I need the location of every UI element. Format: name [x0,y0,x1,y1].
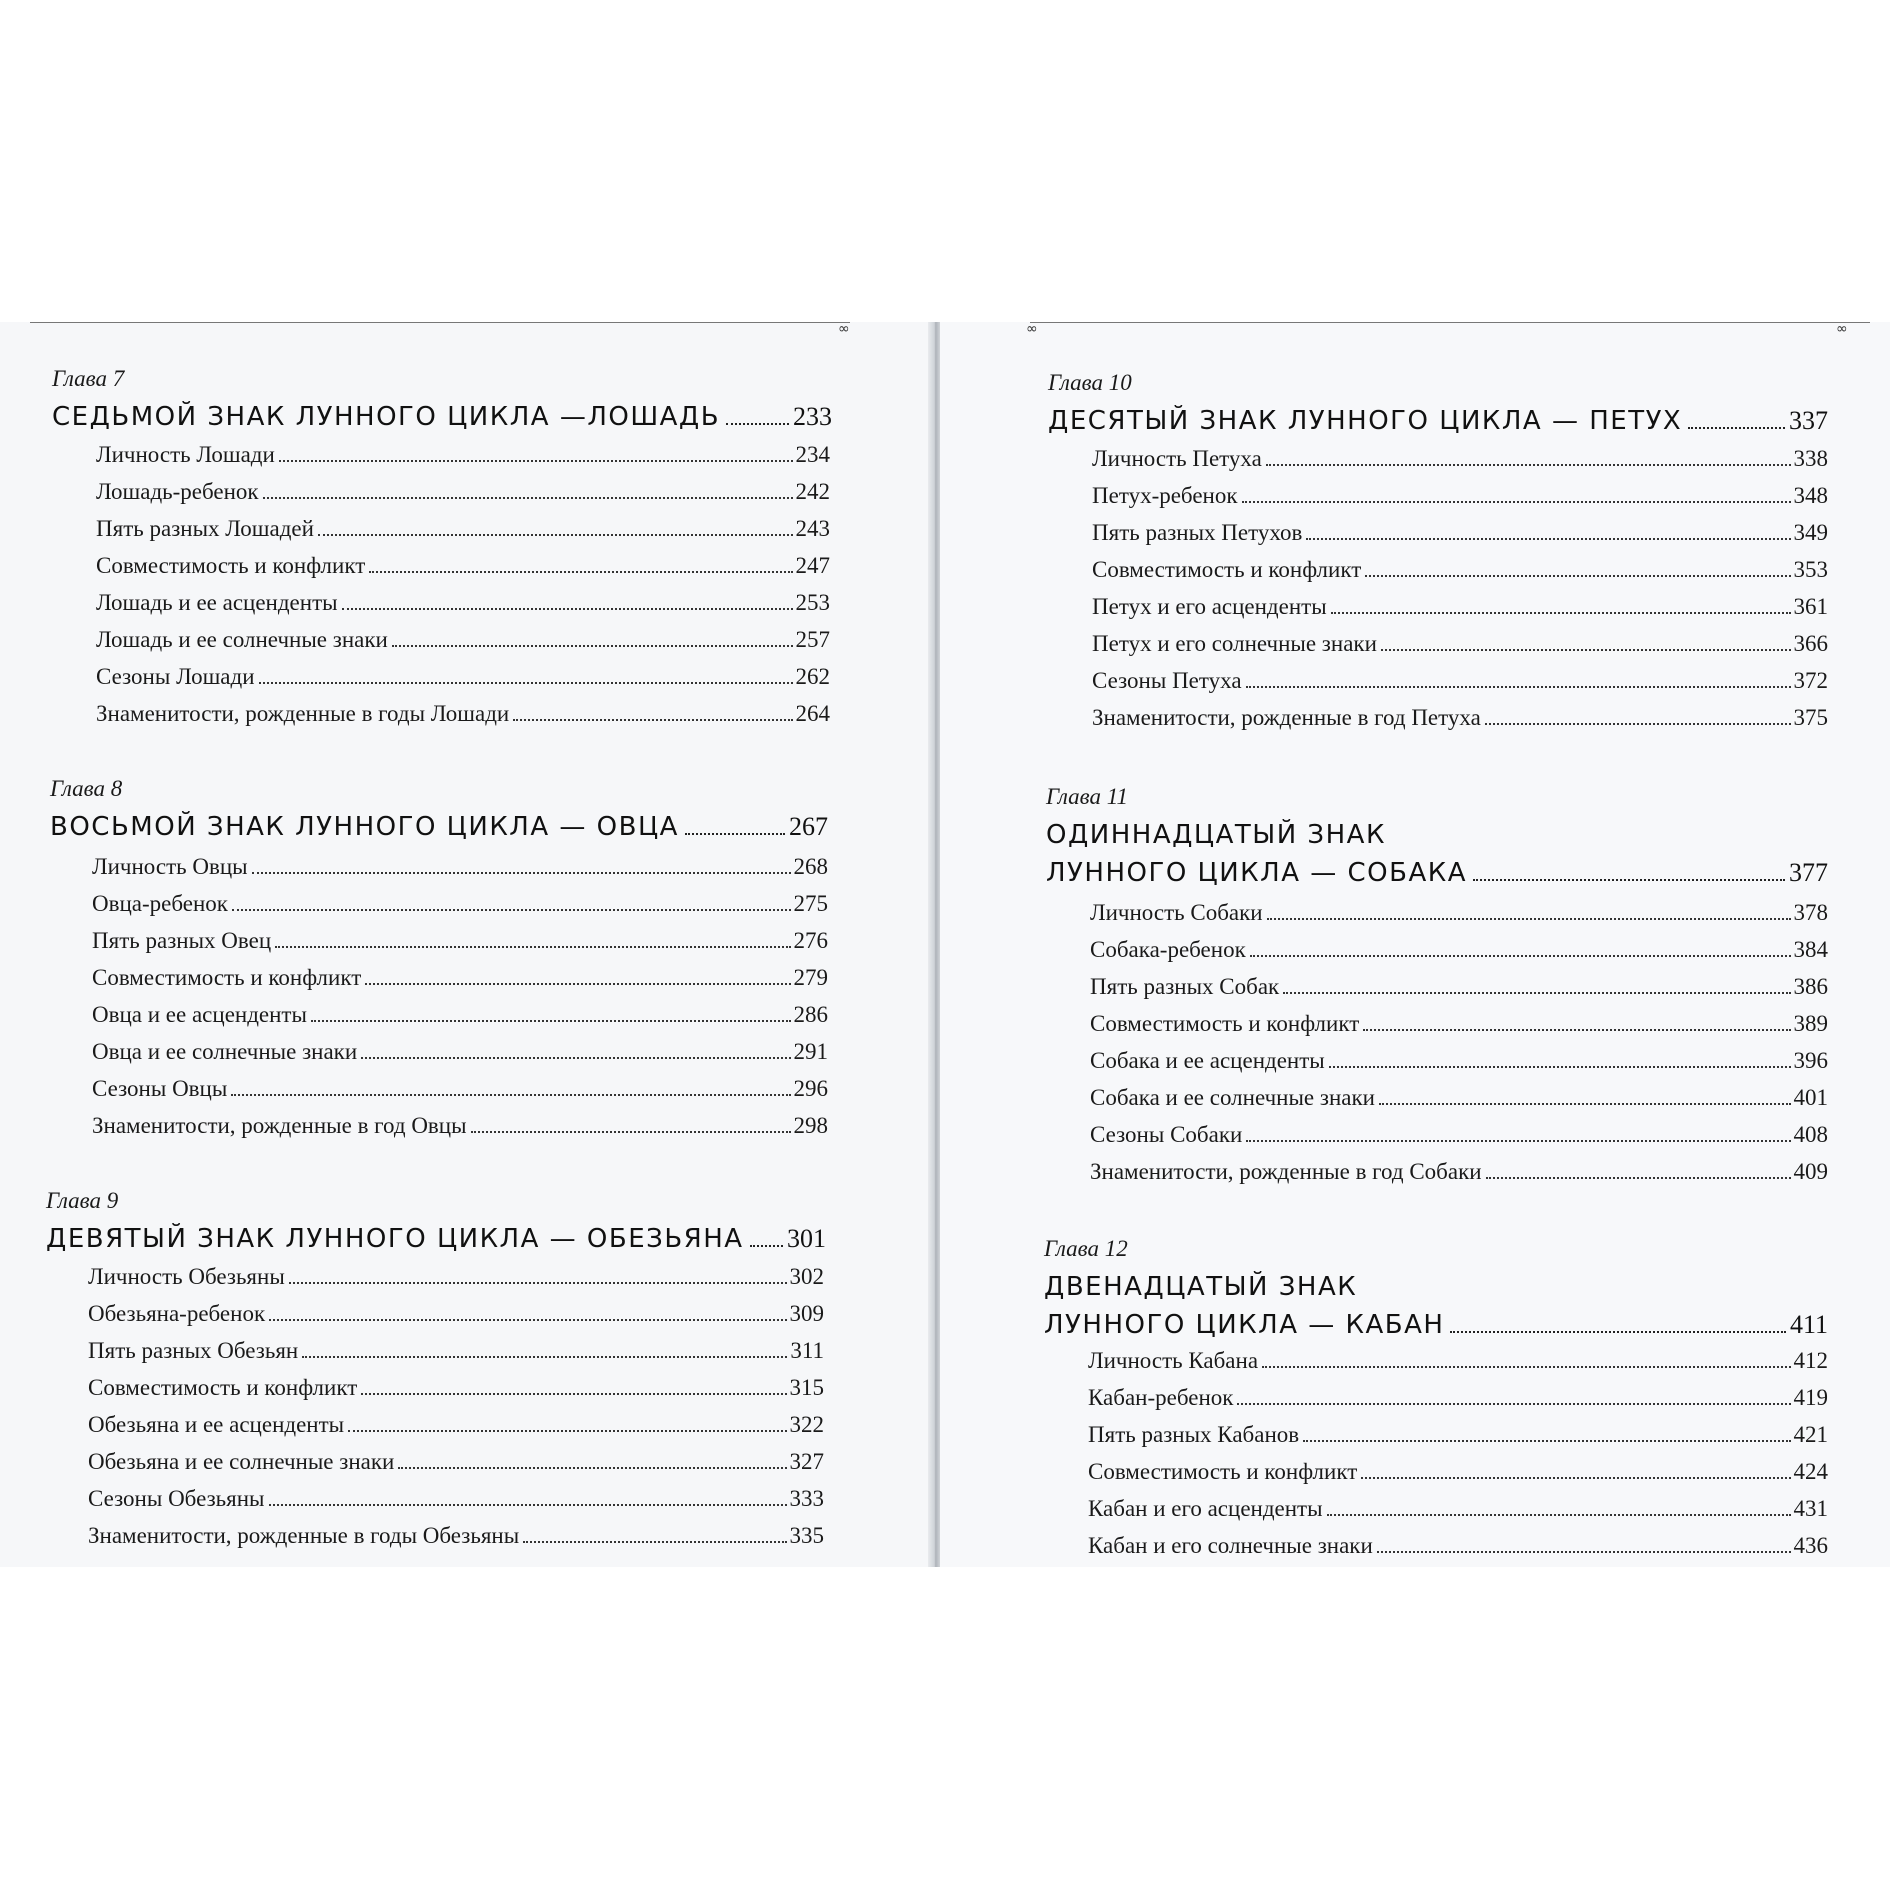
ornament-icon: ∞ [838,322,850,337]
dot-leader [1262,1366,1790,1368]
entry-text: Обезьяна-ребенок [88,1301,266,1326]
page-number: 247 [795,553,830,578]
page-number: 253 [795,590,830,615]
dot-leader [1303,1440,1790,1442]
top-rule [1030,322,1870,323]
toc-entry[interactable] [88,1523,824,1549]
page-number: 264 [795,701,830,726]
dot-leader [1242,501,1791,503]
page-number: 302 [789,1264,824,1289]
page-number: 411 [1789,1310,1828,1339]
page-number: 234 [795,442,830,467]
toc-entry[interactable] [92,1113,828,1139]
page-number: 279 [793,965,828,990]
dot-leader [269,1319,786,1321]
right-page [940,322,1890,1567]
toc-entry[interactable] [1088,1385,1828,1411]
dot-leader [1237,1403,1790,1405]
toc-entry[interactable] [88,1338,824,1364]
dot-leader [1485,723,1791,725]
entry-text: Совместимость и конфликт [1090,1011,1360,1036]
dot-leader [685,833,785,835]
dot-leader [750,1245,783,1247]
chapter-title-line1: ДВЕНАДЦАТЫЙ ЗНАК [1044,1272,1358,1302]
entry-text: Обезьяна и ее асценденты [88,1412,345,1437]
toc-entry[interactable] [96,701,830,727]
toc-entry[interactable] [1090,1085,1828,1111]
chapter-label: Глава 9 [46,1188,119,1213]
entry-text: Овца-ребенок [92,891,228,916]
page-number: 396 [1793,1048,1828,1073]
dot-leader [1377,1551,1791,1553]
entry-text: Овца и ее асценденты [92,1002,307,1027]
dot-leader [1283,992,1790,994]
toc-entry[interactable] [1090,974,1828,1000]
dot-leader [1250,955,1791,957]
entry-text: Сезоны Собаки [1090,1122,1243,1147]
page-number: 243 [795,516,830,541]
toc-entry[interactable] [88,1486,824,1512]
dot-leader [369,571,792,573]
dot-leader [523,1541,786,1543]
dot-leader [1688,427,1785,429]
toc-entry[interactable] [88,1375,824,1401]
dot-leader [263,497,793,499]
page-number: 424 [1793,1459,1828,1484]
dot-leader [232,909,791,911]
entry-text: Личность Петуха [1092,446,1262,471]
chapter-title-text: ЛУННОГО ЦИКЛА — КАБАН [1044,1310,1445,1340]
page-number: 309 [789,1301,824,1326]
dot-leader [1246,1140,1790,1142]
page-number: 378 [1793,900,1828,925]
toc-entry[interactable] [1090,900,1828,926]
entry-text: Кабан и его солнечные знаки [1088,1533,1373,1558]
toc-entry[interactable] [1088,1422,1828,1448]
toc-entry[interactable] [96,516,830,542]
page-number: 384 [1793,937,1828,962]
toc-entry[interactable] [1090,1011,1828,1037]
toc-entry[interactable] [96,590,830,616]
toc-entry[interactable] [96,627,830,653]
toc-entry[interactable] [1088,1533,1828,1559]
page-number: 311 [790,1338,824,1363]
entry-text: Пять разных Собак [1090,974,1280,999]
page-number: 421 [1793,1422,1828,1447]
chapter-title[interactable] [52,402,832,432]
dot-leader [342,608,793,610]
entry-text: Совместимость и конфликт [1088,1459,1358,1484]
page-number: 436 [1793,1533,1828,1558]
dot-leader [361,1393,786,1395]
dot-leader [348,1430,786,1432]
chapter-label: Глава 12 [1044,1236,1128,1261]
toc-entry[interactable] [88,1412,824,1438]
page-number: 375 [1793,705,1828,730]
page-number: 286 [793,1002,828,1027]
page-number: 337 [1789,406,1828,435]
chapter-title-text: ВОСЬМОЙ ЗНАК ЛУННОГО ЦИКЛА — ОВЦА [50,812,679,842]
page-number: 348 [1793,483,1828,508]
dot-leader [318,534,793,536]
dot-leader [513,719,792,721]
dot-leader [1306,538,1790,540]
toc-entry[interactable] [1090,937,1828,963]
entry-text: Сезоны Овцы [92,1076,228,1101]
entry-text: Кабан-ребенок [1088,1385,1234,1410]
entry-text: Личность Собаки [1090,900,1263,925]
toc-entry[interactable] [1088,1348,1828,1374]
top-rule [30,322,850,323]
page-number: 372 [1793,668,1828,693]
entry-text: Собака-ребенок [1090,937,1246,962]
toc-entry[interactable] [1092,557,1828,583]
entry-text: Совместимость и конфликт [92,965,362,990]
dot-leader [275,946,790,948]
dot-leader [1486,1177,1791,1179]
toc-entry[interactable] [92,928,828,954]
dot-leader [1450,1331,1786,1333]
toc-entry[interactable] [1092,668,1828,694]
dot-leader [1267,918,1791,920]
chapter-title-text: ДЕВЯТЫЙ ЗНАК ЛУННОГО ЦИКЛА — ОБЕЗЬЯНА [46,1224,744,1254]
toc-entry[interactable] [96,553,830,579]
page-number: 301 [787,1224,826,1253]
ornament-icon: ∞ [1836,322,1848,337]
chapter-label: Глава 8 [50,776,123,801]
chapter-title-line1: ОДИННАДЦАТЫЙ ЗНАК [1046,820,1386,850]
dot-leader [1381,649,1791,651]
entry-text: Личность Лошади [96,442,275,467]
toc-entry[interactable] [1092,446,1828,472]
entry-text: Знаменитости, рожденные в год Овцы [92,1113,467,1138]
dot-leader [252,872,791,874]
dot-leader [259,682,793,684]
chapter-title-text: ДЕСЯТЫЙ ЗНАК ЛУННОГО ЦИКЛА — ПЕТУХ [1048,406,1683,436]
entry-text: Сезоны Лошади [96,664,255,689]
page-number: 276 [793,928,828,953]
page-number: 409 [1793,1159,1828,1184]
toc-entry[interactable] [1092,520,1828,546]
page-number: 322 [789,1412,824,1437]
entry-text: Петух и его асценденты [1092,594,1327,619]
book-spread [0,322,1890,1567]
dot-leader [1329,1066,1791,1068]
page-number: 296 [793,1076,828,1101]
dot-leader [289,1282,787,1284]
dot-leader [279,460,793,462]
page-number: 408 [1793,1122,1828,1147]
dot-leader [1365,575,1790,577]
entry-text: Пять разных Обезьян [88,1338,299,1363]
page-number: 377 [1789,858,1828,887]
entry-text: Личность Овцы [92,854,248,879]
entry-text: Сезоны Петуха [1092,668,1242,693]
dot-leader [1363,1029,1790,1031]
dot-leader [1327,1514,1791,1516]
page-number: 353 [1793,557,1828,582]
dot-leader [392,645,793,647]
entry-text: Знаменитости, рожденные в год Собаки [1090,1159,1482,1184]
entry-text: Знаменитости, рожденные в год Петуха [1092,705,1481,730]
page-number: 401 [1793,1085,1828,1110]
entry-text: Совместимость и конфликт [88,1375,358,1400]
page-number: 233 [793,402,832,431]
entry-text: Кабан и его асценденты [1088,1496,1323,1521]
entry-text: Знаменитости, рожденные в годы Лошади [96,701,510,726]
chapter-title[interactable] [46,1224,826,1254]
page-number: 349 [1793,520,1828,545]
toc-entry[interactable] [1092,705,1828,731]
entry-text: Пять разных Петухов [1092,520,1303,545]
entry-text: Лошадь и ее солнечные знаки [96,627,388,652]
page-number: 366 [1793,631,1828,656]
toc-entry[interactable] [92,854,828,880]
toc-entry[interactable] [92,965,828,991]
toc-entry[interactable] [1092,631,1828,657]
chapter-title[interactable] [50,812,828,842]
ornament-icon: ∞ [1026,322,1038,337]
entry-text: Личность Кабана [1088,1348,1259,1373]
entry-text: Петух-ребенок [1092,483,1238,508]
chapter-label: Глава 7 [52,366,125,391]
dot-leader [1246,686,1791,688]
entry-text: Сезоны Обезьяны [88,1486,265,1511]
page-number: 298 [793,1113,828,1138]
chapter-label: Глава 10 [1048,370,1132,395]
chapter-title-text: СЕДЬМОЙ ЗНАК ЛУННОГО ЦИКЛА —ЛОШАДЬ [52,402,721,432]
dot-leader [365,983,790,985]
chapter-title[interactable] [1046,858,1828,888]
chapter-title[interactable] [1048,406,1828,436]
entry-text: Совместимость и конфликт [96,553,366,578]
dot-leader [1331,612,1791,614]
toc-entry[interactable] [1092,483,1828,509]
entry-text: Знаменитости, рожденные в годы Обезьяны [88,1523,520,1548]
page-number: 291 [793,1039,828,1064]
toc-entry[interactable] [1092,594,1828,620]
dot-leader [269,1504,787,1506]
page-number: 262 [795,664,830,689]
page-number: 335 [789,1523,824,1548]
entry-text: Собака и ее асценденты [1090,1048,1325,1073]
toc-entry[interactable] [88,1301,824,1327]
toc-entry[interactable] [92,891,828,917]
page-number: 268 [793,854,828,879]
toc-entry[interactable] [1088,1496,1828,1522]
chapter-title-text: ЛУННОГО ЦИКЛА — СОБАКА [1046,858,1467,888]
dot-leader [302,1356,787,1358]
toc-entry[interactable] [88,1449,824,1475]
entry-text: Обезьяна и ее солнечные знаки [88,1449,395,1474]
entry-text: Пять разных Лошадей [96,516,314,541]
page-number: 361 [1793,594,1828,619]
toc-entry[interactable] [1090,1048,1828,1074]
dot-leader [1361,1477,1790,1479]
page-number: 419 [1793,1385,1828,1410]
dot-leader [1473,879,1785,881]
dot-leader [471,1131,791,1133]
entry-text: Совместимость и конфликт [1092,557,1362,582]
page-number: 389 [1793,1011,1828,1036]
dot-leader [398,1467,786,1469]
page-number: 431 [1793,1496,1828,1521]
dot-leader [1379,1103,1791,1105]
entry-text: Собака и ее солнечные знаки [1090,1085,1375,1110]
page-number: 275 [793,891,828,916]
toc-entry[interactable] [1090,1159,1828,1185]
page-number: 242 [795,479,830,504]
page-number: 267 [789,812,828,841]
toc-entry[interactable] [88,1264,824,1290]
toc-entry[interactable] [1088,1459,1828,1485]
dot-leader [231,1094,790,1096]
page-number: 257 [795,627,830,652]
page-number: 412 [1793,1348,1828,1373]
dot-leader [1266,464,1791,466]
entry-text: Петух и его солнечные знаки [1092,631,1377,656]
entry-text: Лошадь и ее асценденты [96,590,338,615]
toc-entry[interactable] [1090,1122,1828,1148]
dot-leader [726,423,789,425]
toc-entry[interactable] [96,479,830,505]
chapter-title[interactable] [1044,1310,1828,1340]
toc-entry[interactable] [92,1039,828,1065]
dot-leader [361,1057,790,1059]
page-number: 386 [1793,974,1828,999]
page-number: 327 [789,1449,824,1474]
entry-text: Пять разных Овец [92,928,272,953]
toc-entry[interactable] [96,664,830,690]
page-number: 315 [789,1375,824,1400]
dot-leader [311,1020,791,1022]
toc-entry[interactable] [96,442,830,468]
toc-entry[interactable] [92,1076,828,1102]
chapter-label: Глава 11 [1046,784,1129,809]
page-number: 333 [789,1486,824,1511]
entry-text: Лошадь-ребенок [96,479,259,504]
left-page [0,322,935,1567]
toc-entry[interactable] [92,1002,828,1028]
entry-text: Пять разных Кабанов [1088,1422,1300,1447]
entry-text: Личность Обезьяны [88,1264,285,1289]
entry-text: Овца и ее солнечные знаки [92,1039,358,1064]
page-number: 338 [1793,446,1828,471]
